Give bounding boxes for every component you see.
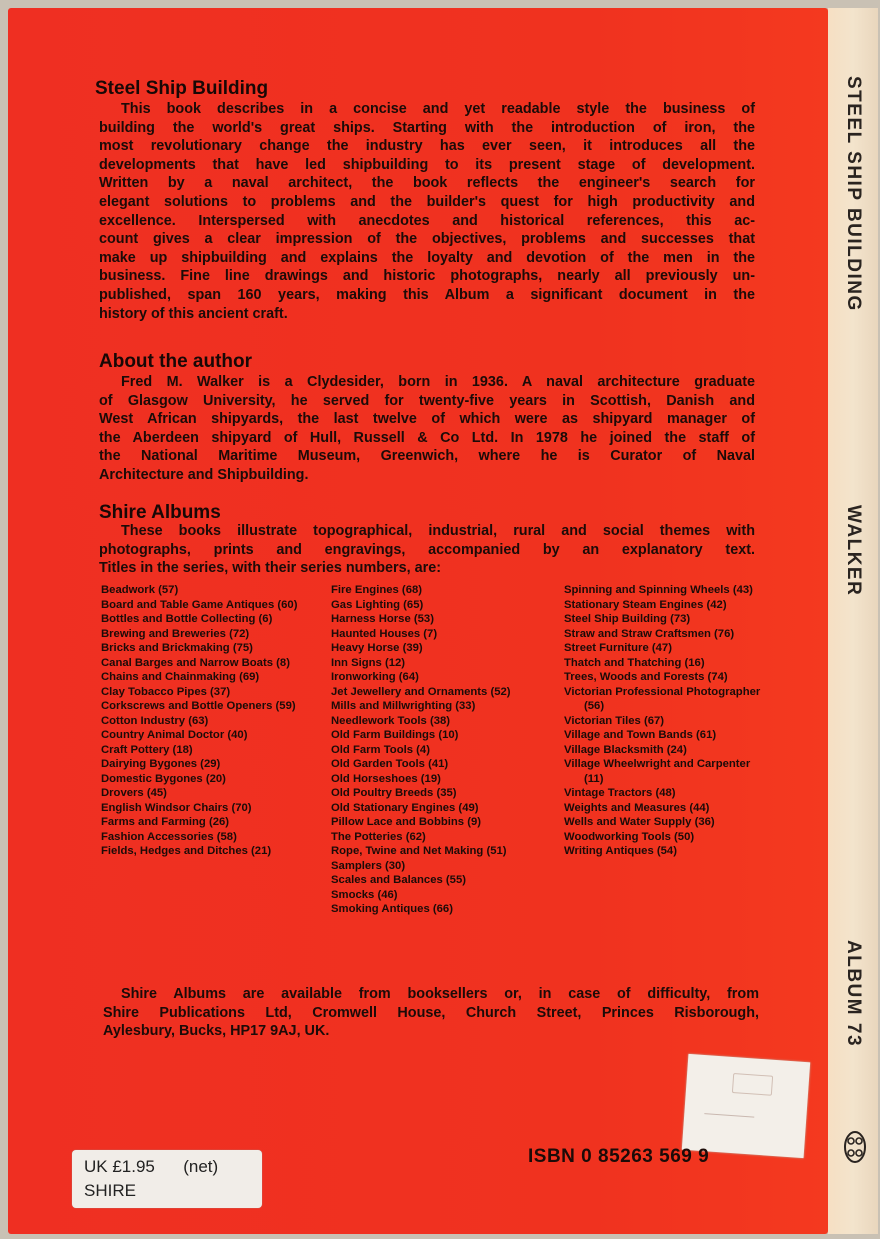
spine-title: STEEL SHIP BUILDING [843,76,864,312]
description-line: Written by a naval architect, the book reflects the engineer's search for [99,175,755,192]
shire-logo-icon [843,1130,867,1164]
series-intro-line: Titles in the series, with their series numbers, are: [99,560,442,577]
series-title: Domestic Bygones (20) [101,772,226,785]
series-title: Street Furniture (47) [564,642,672,654]
series-title: Ironworking (64) [331,671,419,683]
series-title: Village Blacksmith (24) [564,743,687,756]
author-line: Fred M. Walker is a Clydesider, born in 1936. A naval architecture graduate [121,374,755,390]
description-line: most revolutionary change the industry has ever seen, it introduces all the [99,138,755,155]
series-titles-column-3 [564,583,764,859]
series-title: Old Farm Tools (4) [331,743,430,756]
description-line: make up shipbuilding and explains the loyalty and devotion of the men in the [99,249,755,266]
series-title: Chains and Chainmaking (69) [101,671,260,683]
description-line: count gives a clear impression of the objectives, problems and successes that [99,231,755,248]
series-title: Pillow Lace and Bobbins (9) [331,816,482,828]
series-title: Vintage Tractors (48) [564,787,676,799]
series-title: Wells and Water Supply (36) [564,816,715,828]
series-title: Spinning and Spinning Wheels (43) [564,584,753,596]
series-title: Mills and Millwrighting (33) [331,700,476,712]
series-title: Harness Horse (53) [331,613,434,625]
availability-text [103,985,759,1041]
description-line: business. Fine line drawings and historic photographs, nearly all previously un- [99,268,755,285]
series-title: Trees, Woods and Forests (74) [564,671,728,683]
series-title: Old Poultry Breeds (35) [331,787,457,799]
series-title: Weights and Measures (44) [564,801,710,814]
author-line: West African shipyards, the last twelve of which were as shipyard manager of [99,411,755,428]
availability-line: Shire Publications Ltd, Cromwell House, Church Street, Princes Risborough, [103,1004,759,1021]
author-line: the National Maritime Museum, Greenwich, where he is Curator of Naval [99,448,755,465]
series-title: Old Horseshoes (19) [331,772,441,785]
description-text [99,100,755,323]
author-line: Architecture and Shipbuilding. [99,466,309,483]
description-line: elegant solutions to problems and the builder's quest for high productivity and [99,193,755,210]
series-title: Brewing and Breweries (72) [101,627,250,640]
author-line: of Glasgow University, he served for twenty-five years in Scottish, Danish and [99,392,755,409]
series-title: Needlework Tools (38) [331,714,451,727]
description-line: excellence. Interspersed with anecdotes and historical references, this ac- [99,212,755,229]
series-title: Haunted Houses (7) [331,627,438,640]
series-title: Gas Lighting (65) [331,598,424,611]
description-heading: Steel Ship Building [95,78,269,99]
series-title: Clay Tobacco Pipes (37) [101,685,231,698]
series-title: Canal Barges and Narrow Boats (8) [101,656,290,669]
series-heading: Shire Albums [99,502,221,523]
price-text: UK £1.95 (net) [84,1157,219,1176]
spine-author: WALKER [843,505,864,597]
series-title: Thatch and Thatching (16) [564,656,705,669]
series-title: Victorian Tiles (67) [564,714,665,727]
series-title: Bottles and Bottle Collecting (6) [101,613,273,625]
series-title: Jet Jewellery and Ornaments (52) [331,685,511,698]
series-title: Scales and Balances (55) [331,874,467,886]
series-title: Old Stationary Engines (49) [331,801,479,814]
series-title: Samplers (30) [331,859,406,872]
torn-sticker-remnant [682,1054,810,1158]
series-titles-column-1 [101,583,306,859]
series-title: Craft Pottery (18) [101,743,193,756]
series-title: Smoking Antiques (66) [331,903,453,915]
series-title: Village and Town Bands (61) [564,729,717,741]
series-title: Straw and Straw Craftsmen (76) [564,627,735,640]
series-title: Board and Table Game Antiques (60) [101,598,298,611]
description-line: history of this ancient craft. [99,305,288,322]
series-title: Bricks and Brickmaking (75) [101,642,253,654]
series-title: Fashion Accessories (58) [101,830,237,843]
author-line: the Aberdeen shipyard of Hull, Russell & Co Ltd. In 1978 he joined the staff of [99,429,755,446]
series-intro-text [99,522,755,578]
spine-album-number: ALBUM 73 [843,940,864,1048]
description-line: published, span 160 years, making this Album a significant document in the [99,286,755,303]
description-line: developments that have led shipbuilding to its present stage of development. [99,156,755,173]
availability-line: Shire Albums are available from booksellers or, in case of difficulty, from [121,986,759,1002]
series-title: Old Farm Buildings (10) [331,729,459,741]
series-title: Victorian Professional Photographer (56) [564,685,761,712]
isbn-number: ISBN 0 85263 569 9 [528,1146,710,1167]
description-line: This book describes in a concise and yet readable style the business of [121,101,755,117]
series-title: Country Animal Doctor (40) [101,729,248,741]
series-title: Woodworking Tools (50) [564,830,695,843]
author-heading: About the author [99,351,253,372]
series-titles-column-2 [331,583,546,917]
series-title: Writing Antiques (54) [564,845,677,857]
series-title: Beadwork (57) [101,584,179,596]
series-title: Smocks (46) [331,888,398,901]
series-title: Inn Signs (12) [331,656,406,669]
publisher-text: SHIRE [84,1181,136,1200]
series-title: Rope, Twine and Net Making (51) [331,845,507,857]
description-line: building the world's great ships. Starting with the introduction of iron, the [99,119,755,136]
price-label [72,1150,262,1208]
series-title: Stationary Steam Engines (42) [564,598,727,611]
series-title: The Potteries (62) [331,830,426,843]
series-title: Cotton Industry (63) [101,714,209,727]
series-title: Steel Ship Building (73) [564,613,691,625]
series-title: Fields, Hedges and Ditches (21) [101,845,272,857]
series-title: English Windsor Chairs (70) [101,801,252,814]
series-intro-line: photographs, prints and engravings, accompanied by an explanatory text. [99,541,755,558]
series-title: Old Garden Tools (41) [331,758,449,770]
series-intro-line: These books illustrate topographical, industrial, rural and social themes with [121,523,755,539]
series-title: Farms and Farming (26) [101,816,230,828]
author-text [99,373,755,485]
series-title: Drovers (45) [101,787,167,799]
series-title: Corkscrews and Bottle Openers (59) [101,700,296,712]
series-title: Dairying Bygones (29) [101,758,221,770]
series-title: Village Wheelwright and Carpenter (11) [564,758,751,785]
availability-line: Aylesbury, Bucks, HP17 9AJ, UK. [103,1023,330,1040]
series-title: Fire Engines (68) [331,584,423,596]
series-title: Heavy Horse (39) [331,642,423,654]
